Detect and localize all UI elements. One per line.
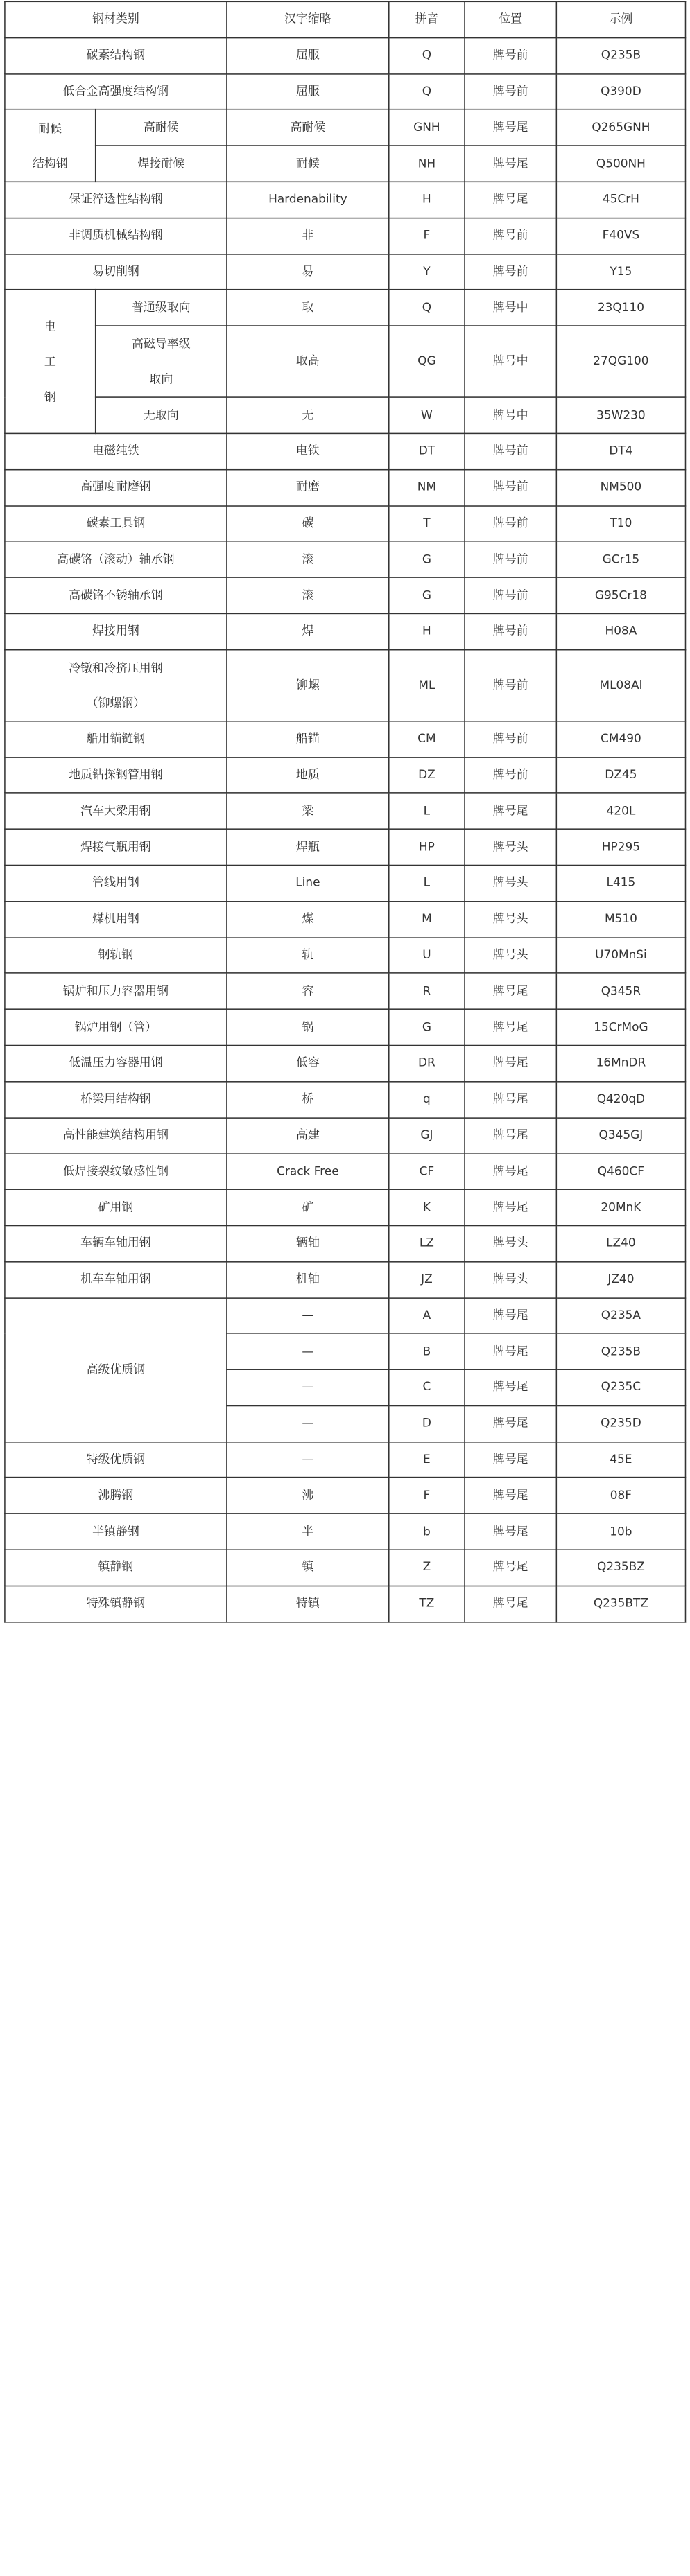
cell-hanzi: 梁 bbox=[227, 793, 389, 829]
cell-pinyin: DR bbox=[389, 1045, 465, 1081]
cell-pinyin: G bbox=[389, 1009, 465, 1045]
cell-subcategory: 焊接耐候 bbox=[96, 146, 227, 182]
cell-pinyin: Q bbox=[389, 73, 465, 109]
group-line: 结构钢 bbox=[32, 156, 68, 170]
header-hanzi: 汉字缩略 bbox=[227, 1, 389, 37]
table-row bbox=[5, 182, 686, 218]
header-category: 钢材类别 bbox=[5, 1, 227, 37]
cell-example: Q235BTZ bbox=[556, 1586, 685, 1622]
table-row bbox=[5, 37, 686, 73]
cell-hanzi: — bbox=[227, 1297, 389, 1333]
cell-example: GCr15 bbox=[556, 541, 685, 577]
cell-example: LZ40 bbox=[556, 1225, 685, 1261]
cell-pinyin: R bbox=[389, 973, 465, 1009]
cell-example: L415 bbox=[556, 865, 685, 901]
cell-position: 牌号头 bbox=[465, 937, 556, 973]
header-pinyin: 拼音 bbox=[389, 1, 465, 37]
cell-hanzi: 矿 bbox=[227, 1189, 389, 1225]
cell-example: 45E bbox=[556, 1442, 685, 1478]
cell-pinyin: Q bbox=[389, 290, 465, 326]
cell-example: Q235C bbox=[556, 1369, 685, 1405]
cell-example: 420L bbox=[556, 793, 685, 829]
table-row bbox=[5, 757, 686, 793]
cell-category: 地质钻探钢管用钢 bbox=[5, 757, 227, 793]
group-line: 耐候 bbox=[38, 121, 62, 135]
cell-position: 牌号中 bbox=[465, 326, 556, 397]
cell-hanzi: 电铁 bbox=[227, 433, 389, 469]
cell-example: Q235BZ bbox=[556, 1550, 685, 1586]
cell-hanzi: 高建 bbox=[227, 1117, 389, 1153]
steel-code-table bbox=[4, 1, 686, 1623]
cell-position: 牌号前 bbox=[465, 433, 556, 469]
cell-position: 牌号中 bbox=[465, 397, 556, 433]
cell-subcategory bbox=[96, 326, 227, 397]
table-row bbox=[5, 1225, 686, 1261]
cell-hanzi: — bbox=[227, 1369, 389, 1405]
cell-pinyin: DT bbox=[389, 433, 465, 469]
table-row bbox=[5, 937, 686, 973]
cell-category: 桥梁用结构钢 bbox=[5, 1081, 227, 1117]
cell-hanzi: 高耐候 bbox=[227, 109, 389, 146]
cell-example: HP295 bbox=[556, 829, 685, 865]
cell-example: Q420qD bbox=[556, 1081, 685, 1117]
cell-category: 船用锚链钢 bbox=[5, 721, 227, 757]
cell-hanzi: 辆轴 bbox=[227, 1225, 389, 1261]
cell-subcategory: 无取向 bbox=[96, 397, 227, 433]
cell-position: 牌号头 bbox=[465, 901, 556, 937]
cell-example: 10b bbox=[556, 1514, 685, 1550]
cell-example: U70MnSi bbox=[556, 937, 685, 973]
cell-category: 管线用钢 bbox=[5, 865, 227, 901]
cell-category: 高强度耐磨钢 bbox=[5, 469, 227, 505]
category-line: （铆螺钢） bbox=[86, 696, 146, 710]
cell-example: Q345R bbox=[556, 973, 685, 1009]
table-row bbox=[5, 1478, 686, 1514]
cell-position: 牌号尾 bbox=[465, 1405, 556, 1442]
cell-category: 矿用钢 bbox=[5, 1189, 227, 1225]
table-row bbox=[5, 1117, 686, 1153]
table-row bbox=[5, 218, 686, 254]
cell-example: Q500NH bbox=[556, 146, 685, 182]
cell-hanzi: 取高 bbox=[227, 326, 389, 397]
cell-example: 20MnK bbox=[556, 1189, 685, 1225]
subcategory-line: 取向 bbox=[149, 372, 173, 387]
cell-pinyin: DZ bbox=[389, 757, 465, 793]
cell-example: 45CrH bbox=[556, 182, 685, 218]
cell-position: 牌号尾 bbox=[465, 1045, 556, 1081]
cell-example: Q235B bbox=[556, 37, 685, 73]
cell-example: H08A bbox=[556, 613, 685, 649]
table-row bbox=[5, 73, 686, 109]
cell-hanzi: 焊瓶 bbox=[227, 829, 389, 865]
cell-pinyin: L bbox=[389, 793, 465, 829]
cell-position: 牌号尾 bbox=[465, 1297, 556, 1333]
cell-pinyin: F bbox=[389, 1478, 465, 1514]
cell-category: 镇静钢 bbox=[5, 1550, 227, 1586]
cell-example: Q345GJ bbox=[556, 1117, 685, 1153]
cell-hanzi: Line bbox=[227, 865, 389, 901]
cell-category: 半镇静钢 bbox=[5, 1514, 227, 1550]
cell-hanzi: 铆螺 bbox=[227, 649, 389, 721]
cell-position: 牌号前 bbox=[465, 218, 556, 254]
table-row bbox=[5, 1442, 686, 1478]
cell-category: 电磁纯铁 bbox=[5, 433, 227, 469]
cell-pinyin: LZ bbox=[389, 1225, 465, 1261]
cell-example: Y15 bbox=[556, 254, 685, 290]
cell-category: 非调质机械结构钢 bbox=[5, 218, 227, 254]
table-row bbox=[5, 577, 686, 613]
cell-category: 锅炉和压力容器用钢 bbox=[5, 973, 227, 1009]
cell-pinyin: QG bbox=[389, 326, 465, 397]
cell-subcategory: 普通级取向 bbox=[96, 290, 227, 326]
cell-position: 牌号前 bbox=[465, 469, 556, 505]
cell-example: G95Cr18 bbox=[556, 577, 685, 613]
table-row bbox=[5, 397, 686, 433]
cell-category: 保证淬透性结构钢 bbox=[5, 182, 227, 218]
cell-position: 牌号前 bbox=[465, 254, 556, 290]
cell-hanzi: 耐磨 bbox=[227, 469, 389, 505]
cell-hanzi: 低容 bbox=[227, 1045, 389, 1081]
cell-pinyin: G bbox=[389, 577, 465, 613]
cell-example: M510 bbox=[556, 901, 685, 937]
cell-hanzi: 易 bbox=[227, 254, 389, 290]
cell-example: 27QG100 bbox=[556, 326, 685, 397]
cell-category: 车辆车轴用钢 bbox=[5, 1225, 227, 1261]
table-row bbox=[5, 1586, 686, 1622]
cell-hanzi: 屈服 bbox=[227, 37, 389, 73]
table-row bbox=[5, 433, 686, 469]
cell-pinyin: Q bbox=[389, 37, 465, 73]
table-row bbox=[5, 865, 686, 901]
cell-category: 高碳铬（滚动）轴承钢 bbox=[5, 541, 227, 577]
cell-position: 牌号前 bbox=[465, 649, 556, 721]
cell-hanzi: 半 bbox=[227, 1514, 389, 1550]
cell-hanzi: 地质 bbox=[227, 757, 389, 793]
cell-example: 08F bbox=[556, 1478, 685, 1514]
table-row bbox=[5, 793, 686, 829]
cell-position: 牌号尾 bbox=[465, 1189, 556, 1225]
cell-hanzi: 轨 bbox=[227, 937, 389, 973]
cell-pinyin: H bbox=[389, 613, 465, 649]
table-row bbox=[5, 1297, 686, 1333]
cell-category: 沸腾钢 bbox=[5, 1478, 227, 1514]
cell-hanzi: 无 bbox=[227, 397, 389, 433]
cell-position: 牌号前 bbox=[465, 505, 556, 541]
cell-pinyin: F bbox=[389, 218, 465, 254]
cell-pinyin: TZ bbox=[389, 1586, 465, 1622]
cell-pinyin: E bbox=[389, 1442, 465, 1478]
cell-hanzi: 碳 bbox=[227, 505, 389, 541]
cell-hanzi: 特镇 bbox=[227, 1586, 389, 1622]
cell-category: 低温压力容器用钢 bbox=[5, 1045, 227, 1081]
cell-pinyin: Z bbox=[389, 1550, 465, 1586]
cell-subcategory: 高耐候 bbox=[96, 109, 227, 146]
cell-position: 牌号前 bbox=[465, 613, 556, 649]
cell-category: 高级优质钢 bbox=[5, 1297, 227, 1442]
cell-pinyin: W bbox=[389, 397, 465, 433]
cell-example: NM500 bbox=[556, 469, 685, 505]
cell-pinyin: U bbox=[389, 937, 465, 973]
table-row bbox=[5, 1550, 686, 1586]
cell-example: F40VS bbox=[556, 218, 685, 254]
cell-hanzi: Hardenability bbox=[227, 182, 389, 218]
cell-position: 牌号尾 bbox=[465, 1153, 556, 1189]
cell-position: 牌号头 bbox=[465, 865, 556, 901]
cell-category: 低焊接裂纹敏感性钢 bbox=[5, 1153, 227, 1189]
cell-position: 牌号尾 bbox=[465, 1550, 556, 1586]
cell-position: 牌号尾 bbox=[465, 1333, 556, 1369]
cell-example: Q235B bbox=[556, 1333, 685, 1369]
cell-pinyin: B bbox=[389, 1333, 465, 1369]
group-char: 工 bbox=[44, 354, 56, 369]
cell-example: 16MnDR bbox=[556, 1045, 685, 1081]
cell-category: 特级优质钢 bbox=[5, 1442, 227, 1478]
cell-category: 碳素结构钢 bbox=[5, 37, 227, 73]
cell-category: 煤机用钢 bbox=[5, 901, 227, 937]
cell-example: Q235A bbox=[556, 1297, 685, 1333]
cell-position: 牌号尾 bbox=[465, 109, 556, 146]
cell-hanzi: — bbox=[227, 1405, 389, 1442]
group-char: 钢 bbox=[44, 389, 56, 404]
cell-category: 锅炉用钢（管） bbox=[5, 1009, 227, 1045]
cell-pinyin: Y bbox=[389, 254, 465, 290]
group-char: 电 bbox=[44, 319, 56, 334]
cell-category: 碳素工具钢 bbox=[5, 505, 227, 541]
table-row bbox=[5, 1514, 686, 1550]
cell-pinyin: b bbox=[389, 1514, 465, 1550]
cell-hanzi: 煤 bbox=[227, 901, 389, 937]
cell-category: 焊接气瓶用钢 bbox=[5, 829, 227, 865]
cell-hanzi: 非 bbox=[227, 218, 389, 254]
cell-position: 牌号中 bbox=[465, 290, 556, 326]
cell-example: DZ45 bbox=[556, 757, 685, 793]
table-row bbox=[5, 901, 686, 937]
table-row bbox=[5, 290, 686, 326]
cell-position: 牌号尾 bbox=[465, 182, 556, 218]
cell-pinyin: JZ bbox=[389, 1261, 465, 1297]
category-line: 冷镦和冷挤压用钢 bbox=[69, 660, 163, 675]
cell-position: 牌号头 bbox=[465, 1225, 556, 1261]
table-row bbox=[5, 146, 686, 182]
cell-position: 牌号前 bbox=[465, 73, 556, 109]
cell-pinyin: A bbox=[389, 1297, 465, 1333]
cell-example: Q265GNH bbox=[556, 109, 685, 146]
table-row bbox=[5, 254, 686, 290]
cell-group-electrical bbox=[5, 290, 96, 433]
cell-pinyin: GJ bbox=[389, 1117, 465, 1153]
table-row bbox=[5, 829, 686, 865]
cell-position: 牌号前 bbox=[465, 757, 556, 793]
table-row bbox=[5, 973, 686, 1009]
cell-pinyin: CF bbox=[389, 1153, 465, 1189]
cell-hanzi: 耐候 bbox=[227, 146, 389, 182]
cell-pinyin: q bbox=[389, 1081, 465, 1117]
cell-pinyin: C bbox=[389, 1369, 465, 1405]
cell-pinyin: NH bbox=[389, 146, 465, 182]
cell-position: 牌号前 bbox=[465, 721, 556, 757]
cell-position: 牌号头 bbox=[465, 829, 556, 865]
cell-position: 牌号头 bbox=[465, 1261, 556, 1297]
table-row bbox=[5, 1261, 686, 1297]
cell-hanzi: 机轴 bbox=[227, 1261, 389, 1297]
table-row bbox=[5, 1153, 686, 1189]
cell-hanzi: 船锚 bbox=[227, 721, 389, 757]
cell-example: T10 bbox=[556, 505, 685, 541]
cell-position: 牌号尾 bbox=[465, 1478, 556, 1514]
header-example: 示例 bbox=[556, 1, 685, 37]
table-row bbox=[5, 1081, 686, 1117]
cell-pinyin: G bbox=[389, 541, 465, 577]
cell-example: Q390D bbox=[556, 73, 685, 109]
cell-example: 15CrMoG bbox=[556, 1009, 685, 1045]
cell-pinyin: L bbox=[389, 865, 465, 901]
cell-position: 牌号尾 bbox=[465, 1081, 556, 1117]
table-row bbox=[5, 1009, 686, 1045]
cell-category: 高碳铬不锈轴承钢 bbox=[5, 577, 227, 613]
cell-example: Q460CF bbox=[556, 1153, 685, 1189]
cell-position: 牌号尾 bbox=[465, 146, 556, 182]
cell-pinyin: ML bbox=[389, 649, 465, 721]
cell-hanzi: 镇 bbox=[227, 1550, 389, 1586]
cell-pinyin: K bbox=[389, 1189, 465, 1225]
cell-example: 35W230 bbox=[556, 397, 685, 433]
cell-position: 牌号前 bbox=[465, 577, 556, 613]
cell-category: 特殊镇静钢 bbox=[5, 1586, 227, 1622]
cell-position: 牌号尾 bbox=[465, 1117, 556, 1153]
cell-example: JZ40 bbox=[556, 1261, 685, 1297]
cell-pinyin: M bbox=[389, 901, 465, 937]
cell-hanzi: Crack Free bbox=[227, 1153, 389, 1189]
cell-pinyin: HP bbox=[389, 829, 465, 865]
cell-category bbox=[5, 649, 227, 721]
cell-example: CM490 bbox=[556, 721, 685, 757]
cell-position: 牌号尾 bbox=[465, 1514, 556, 1550]
cell-category: 易切削钢 bbox=[5, 254, 227, 290]
cell-category: 钢轨钢 bbox=[5, 937, 227, 973]
subcategory-line: 高磁导率级 bbox=[132, 337, 191, 351]
cell-hanzi: 桥 bbox=[227, 1081, 389, 1117]
table-row bbox=[5, 541, 686, 577]
table-row bbox=[5, 1045, 686, 1081]
cell-position: 牌号尾 bbox=[465, 973, 556, 1009]
cell-hanzi: 取 bbox=[227, 290, 389, 326]
cell-position: 牌号尾 bbox=[465, 1442, 556, 1478]
cell-position: 牌号尾 bbox=[465, 793, 556, 829]
cell-category: 高性能建筑结构用钢 bbox=[5, 1117, 227, 1153]
cell-example: 23Q110 bbox=[556, 290, 685, 326]
cell-pinyin: CM bbox=[389, 721, 465, 757]
cell-category: 机车车轴用钢 bbox=[5, 1261, 227, 1297]
table-header-row bbox=[5, 1, 686, 37]
cell-hanzi: 容 bbox=[227, 973, 389, 1009]
cell-category: 焊接用钢 bbox=[5, 613, 227, 649]
cell-example: Q235D bbox=[556, 1405, 685, 1442]
cell-hanzi: 焊 bbox=[227, 613, 389, 649]
cell-hanzi: 滚 bbox=[227, 541, 389, 577]
cell-group-weathering bbox=[5, 109, 96, 182]
table-row bbox=[5, 613, 686, 649]
cell-position: 牌号尾 bbox=[465, 1009, 556, 1045]
cell-hanzi: — bbox=[227, 1442, 389, 1478]
cell-hanzi: 沸 bbox=[227, 1478, 389, 1514]
cell-category: 汽车大梁用钢 bbox=[5, 793, 227, 829]
table-row bbox=[5, 505, 686, 541]
header-position: 位置 bbox=[465, 1, 556, 37]
cell-pinyin: NM bbox=[389, 469, 465, 505]
cell-position: 牌号尾 bbox=[465, 1369, 556, 1405]
cell-category: 低合金高强度结构钢 bbox=[5, 73, 227, 109]
cell-hanzi: 滚 bbox=[227, 577, 389, 613]
cell-hanzi: — bbox=[227, 1333, 389, 1369]
cell-position: 牌号前 bbox=[465, 541, 556, 577]
cell-hanzi: 锅 bbox=[227, 1009, 389, 1045]
cell-pinyin: H bbox=[389, 182, 465, 218]
table-row bbox=[5, 721, 686, 757]
table-row bbox=[5, 1189, 686, 1225]
cell-pinyin: D bbox=[389, 1405, 465, 1442]
table-row bbox=[5, 109, 686, 146]
cell-position: 牌号尾 bbox=[465, 1586, 556, 1622]
cell-hanzi: 屈服 bbox=[227, 73, 389, 109]
table-row bbox=[5, 469, 686, 505]
cell-example: ML08Al bbox=[556, 649, 685, 721]
cell-position: 牌号前 bbox=[465, 37, 556, 73]
cell-pinyin: T bbox=[389, 505, 465, 541]
cell-pinyin: GNH bbox=[389, 109, 465, 146]
cell-example: DT4 bbox=[556, 433, 685, 469]
